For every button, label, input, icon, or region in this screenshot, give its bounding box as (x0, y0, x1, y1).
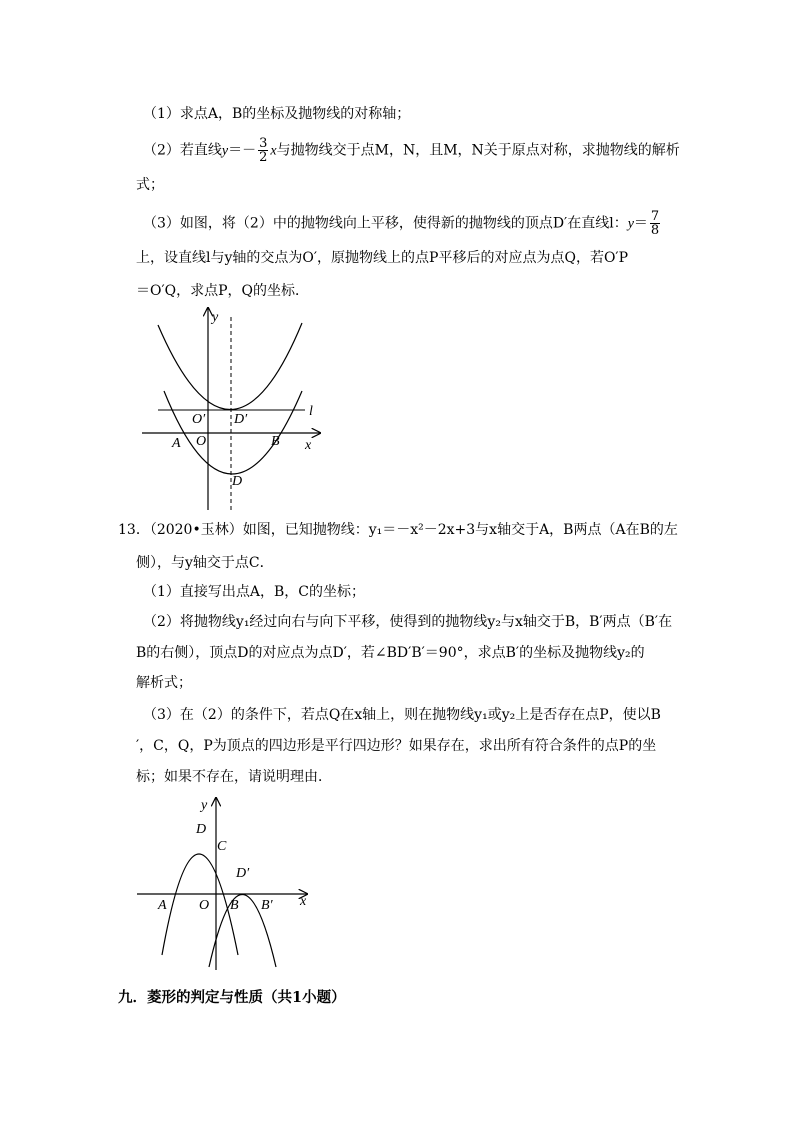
fig-label-A: A (158, 898, 167, 913)
fig-label-C: C (217, 839, 227, 854)
p13-question-3-line1: （3）在（2）的条件下，若点Q在x轴上，则在抛物线y₁或y₂上是否存在点P，使以B (143, 707, 661, 723)
p12-question-1: （1）求点A，B的坐标及抛物线的对称轴； (143, 106, 411, 122)
p13-figure (135, 795, 325, 975)
fig-label-O: O (196, 434, 207, 449)
fig-label-y: y (201, 798, 208, 813)
p13-header-line2: 侧），与y轴交于点C． (136, 555, 274, 571)
fig-label-D: D (196, 822, 207, 837)
p12-question-3-line2: 上，设直线l与y轴的交点为O′，原抛物线上的点P平移后的对应点为点Q，若O′P (136, 250, 629, 266)
p13-question-1: （1）直接写出点A，B，C的坐标； (143, 584, 366, 600)
p12-question-2-line2: 式； (136, 177, 164, 193)
p13-question-2-line2: B的右侧），顶点D的对应点为点D′，若∠BD′B′＝90°，求点B′的坐标及抛物线y₂的 (136, 645, 645, 661)
fig-label-x: x (305, 438, 312, 453)
p13-header-line1: 13．（2020•玉林）如图，已知抛物线：y₁＝－x²－2x+3与x轴交于A，B两点（A在B的左 (118, 522, 678, 538)
p13-question-2-line3: 解析式； (136, 675, 192, 691)
fig-label-A: A (172, 436, 181, 451)
fig-label-l: l (309, 404, 313, 419)
fig-label-y: y (212, 310, 219, 325)
p12-question-3-line3: ＝O′Q，求点P，Q的坐标． (136, 283, 310, 299)
fig-label-B-prime: B′ (261, 898, 273, 913)
p12-question-2-line1: （2）若直线y＝－ $\frac{3}{2}$ x与抛物线交于点M，N，且M，N关于原点对称，求抛物线的解析 (143, 136, 680, 165)
fig-label-D: D (232, 474, 243, 489)
fraction-7-8: $\frac{7}{8}$ (650, 209, 660, 238)
fig-label-x: x (300, 894, 307, 909)
p12-figure (140, 305, 330, 515)
fig-label-D-prime: D′ (234, 412, 248, 427)
fig-label-D-prime: D′ (236, 866, 250, 881)
fig-label-O-prime: O′ (192, 412, 206, 427)
fig-label-B: B (230, 898, 239, 913)
fig-label-O: O (199, 898, 210, 913)
fraction-3-2: $\frac{3}{2}$ (259, 136, 268, 165)
section-heading: 九．菱形的判定与性质（共1小题） (118, 989, 346, 1006)
p13-question-3-line3: 标；如果不存在，请说明理由． (136, 769, 332, 785)
p13-question-3-line2: ′，C，Q，P为顶点的四边形是平行四边形？如果存在，求出所有符合条件的点P的坐 (136, 738, 657, 754)
translated-parabola (158, 323, 302, 410)
p12-question-3-line1: （3）如图，将（2）中的抛物线向上平移，使得新的抛物线的顶点D′在直线l：y＝ $\frac{7}{8}$ (143, 209, 660, 238)
fig-label-B: B (271, 434, 280, 449)
p13-question-2-line1: （2）将抛物线y₁经过向右与向下平移，使得到的抛物线y₂与x轴交于B，B′两点（B′在 (143, 614, 673, 630)
